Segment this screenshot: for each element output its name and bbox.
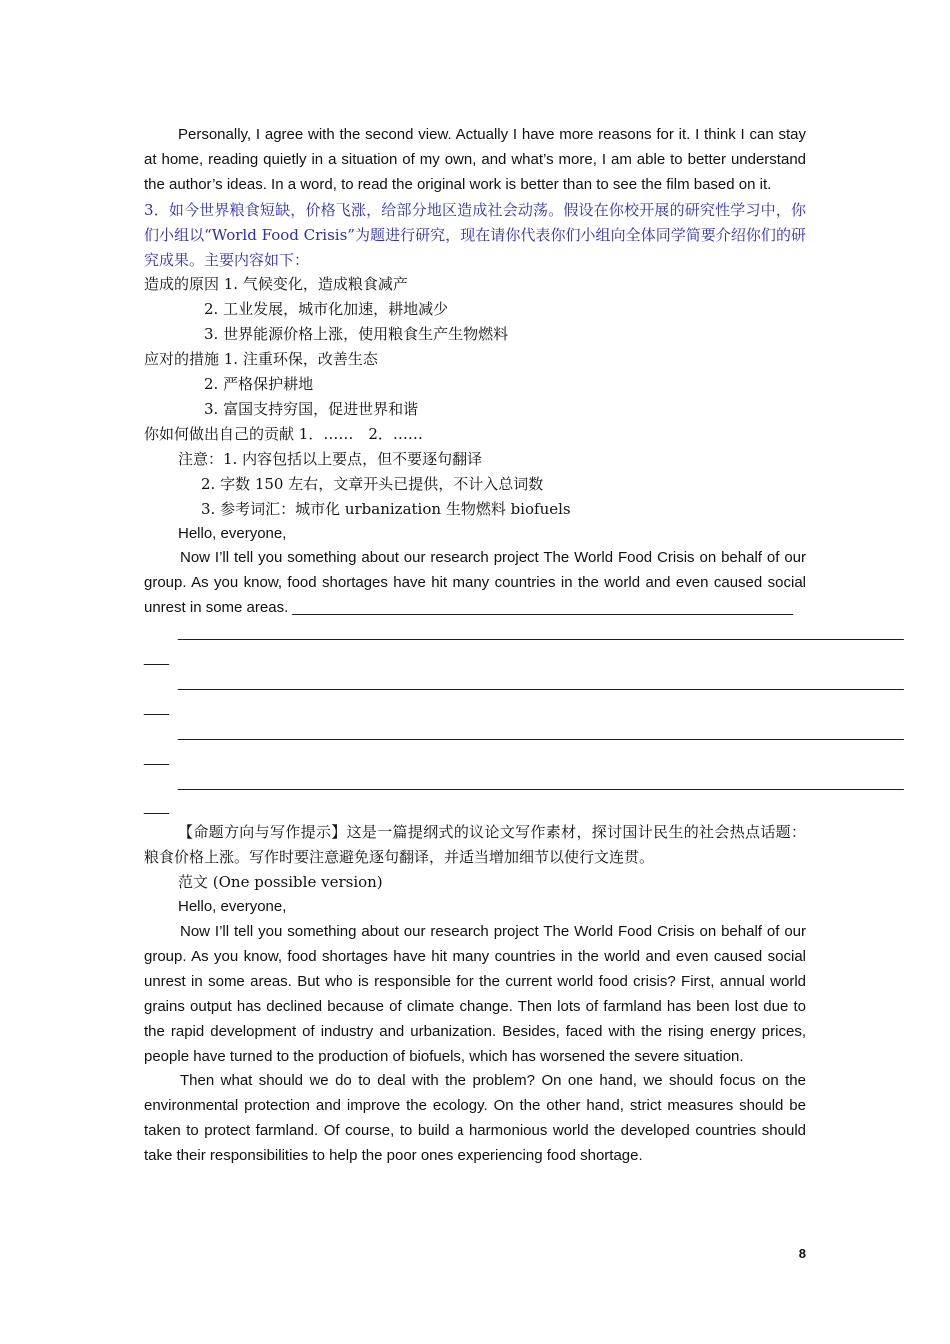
answer-blank-tail-2: ___ xyxy=(144,698,170,716)
answer-blank-tail-3: ___ xyxy=(144,748,170,766)
answer-blank-tail-4: ___ xyxy=(144,798,170,816)
task-prompt: 3．如今世界粮食短缺，价格飞涨，给部分地区造成社会动荡。假设在你校开展的研究性学习中，你们小组以“World Food Crisis”为题进行研究，现在请你代表你们小组向全体同学简要介绍你们的研究成果。主要内容如下： xyxy=(144,200,806,269)
previous-essay-paragraph: Personally, I agree with the second view. Actually I have more reasons for it. I think I can stay at home, reading quietly in a situation of my own, and what’s more, I am able to better understand the author’s ideas. In a word, to read the original work is better than to see the film based on it. xyxy=(144,126,806,193)
answer-blank-tail-1: ___ xyxy=(144,649,170,667)
contribution-item: 你如何做出自己的贡献 1．…… 2．…… xyxy=(144,424,423,443)
answer-blank-inline: ____________________________________________________________ xyxy=(292,599,793,617)
measure-item-3: 3. 富国支持穷国，促进世界和谐 xyxy=(204,399,419,418)
cause-item-1: 造成的原因 1. 气候变化，造成粮食减产 xyxy=(144,275,408,294)
document-body xyxy=(144,123,904,1169)
answer-blank-line-3: _______________________________________________________________________________________ xyxy=(178,723,904,741)
answer-blank-line-1: _______________________________________________________________________________________ xyxy=(178,624,904,642)
task-opening-text: Now I’ll tell you something about our research project The World Food Crisis on behalf of our group. As you know, food shortages have hit many countries in the world and even caused social unrest in some areas. xyxy=(144,549,806,617)
writing-hint: 【命题方向与写作提示】这是一篇提纲式的议论文写作素材，探讨国计民生的社会热点话题：粮食价格上涨。写作时要注意避免逐句翻译，并适当增加细节以使行文连贯。 xyxy=(144,823,806,867)
measure-item-1: 应对的措施 1. 注重环保，改善生态 xyxy=(144,350,378,369)
task-opening-paragraph xyxy=(144,546,806,621)
sample-paragraph-2: Then what should we do to deal with the problem? On one hand, we should focus on the environmental protection and improve the ecology. On the other hand, strict measures should be taken to protect farmland. Of course, to build a harmonious world the developed countries should take their responsibilities to help the poor ones experiencing food shortage. xyxy=(144,1072,806,1165)
page-number: 8 xyxy=(798,1246,806,1261)
task-greeting: Hello, everyone, xyxy=(178,524,287,542)
sample-title: 范文 (One possible version) xyxy=(178,873,383,892)
cause-item-3: 3. 世界能源价格上涨，使用粮食生产生物燃料 xyxy=(204,325,509,344)
cause-item-2: 2. 工业发展，城市化加速，耕地减少 xyxy=(204,300,449,319)
answer-blank-line-2: _______________________________________________________________________________________ xyxy=(178,673,904,691)
measure-item-2: 2. 严格保护耕地 xyxy=(204,375,314,394)
note-item-2: 2. 字数 150 左右，文章开头已提供，不计入总词数 xyxy=(201,474,544,493)
sample-greeting: Hello, everyone, xyxy=(178,898,287,916)
answer-blank-line-4: _______________________________________________________________________________________ xyxy=(178,773,904,791)
note-item-3: 3. 参考词汇：城市化 urbanization 生物燃料 biofuels xyxy=(201,499,571,518)
sample-paragraph-1: Now I’ll tell you something about our research project The World Food Crisis on behalf of our group. As you know, food shortages have hit many countries in the world and even caused social unrest in some areas. But who is responsible for the current world food crisis? First, annual world grains output has declined because of climate change. Then lots of farmland has been lost due to the rapid development of industry and urbanization. Besides, faced with the rising energy prices, people have turned to the production of biofuels, which has worsened the severe situation. xyxy=(144,923,806,1065)
note-item-1: 注意：1. 内容包括以上要点，但不要逐句翻译 xyxy=(178,449,483,468)
